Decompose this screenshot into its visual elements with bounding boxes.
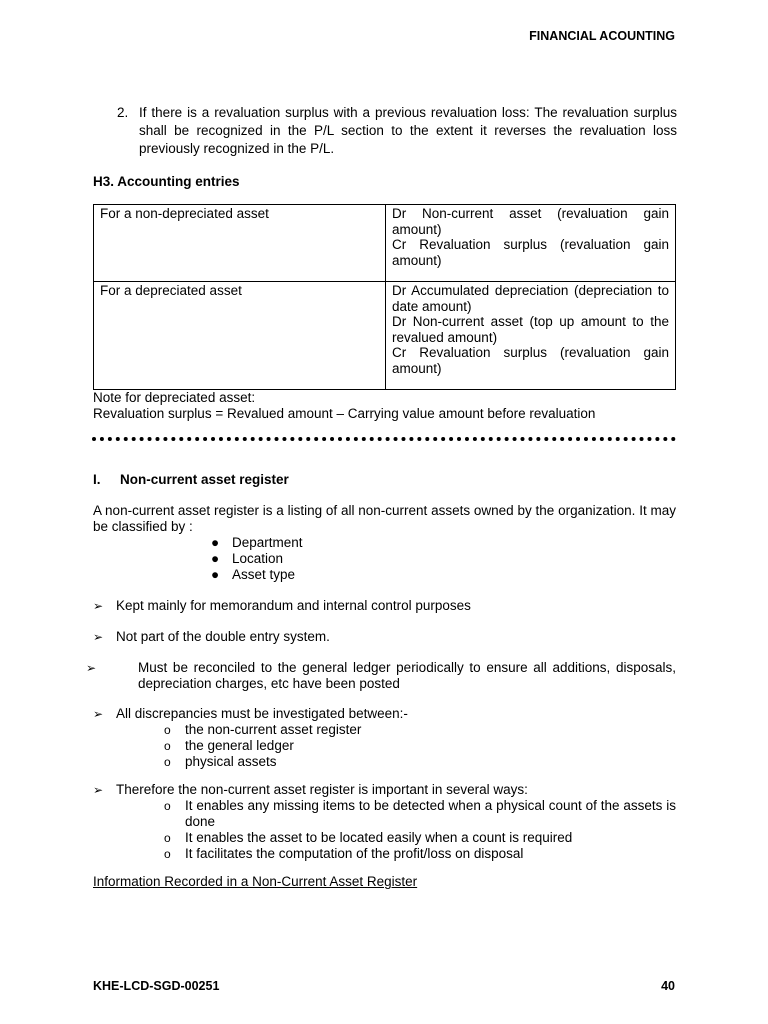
list-item: o It enables any missing items to be detected when a physical count of the assets is done (164, 798, 676, 829)
entry-line: Dr Non-current asset (top up amount to the revalued amount) (392, 314, 669, 345)
classification-list (210, 535, 303, 583)
list-item: o physical assets (164, 754, 277, 769)
list-item: o It enables the asset to be located easily when a count is required (164, 830, 573, 845)
section-number: I. (93, 472, 101, 487)
hollow-bullet-icon: o (164, 799, 171, 813)
dotted-divider (92, 437, 676, 441)
note-block (93, 390, 595, 422)
note-formula: Revaluation surplus = Revalued amount – Carrying value amount before revaluation (93, 406, 596, 421)
arrowhead-icon: ➢ (93, 630, 104, 644)
arrowhead-icon: ➢ (93, 783, 104, 797)
hollow-bullet-icon: o (164, 847, 171, 861)
entry-line: Dr Non-current asset (revaluation gain amount) (392, 206, 669, 237)
footer-document-code: KHE-LCD-SGD-00251 (93, 979, 220, 993)
arrowhead-icon: ➢ (86, 661, 97, 675)
table-cell-label: For a non-depreciated asset (94, 205, 386, 282)
arrow-point: ➢ Not part of the double entry system. (93, 629, 330, 644)
section-title-text: Non-current asset register (120, 472, 289, 487)
entry-line: Dr Accumulated depreciation (depreciation to date amount) (392, 283, 669, 314)
section-title (93, 472, 289, 487)
bullet-icon: ● (211, 535, 220, 550)
item-text: If there is a revaluation surplus with a previous revaluation loss: The revaluation surplus shall be recognized in the P/L section to the extent it reverses the revaluation loss previously recognized in the P/L. (139, 105, 677, 156)
bullet-icon: ● (211, 567, 220, 582)
arrow-point: ➢ Therefore the non-current asset register is important in several ways: o It enables any missing items to be detected when a physical count of the assets is done o It enables the asset to be located easily when a count is required o It facilitates the computation of the profit/loss on disposal (93, 782, 676, 861)
arrowhead-icon: ➢ (93, 707, 104, 721)
list-item: o the general ledger (164, 738, 294, 753)
hollow-bullet-icon: o (164, 831, 171, 845)
table-row (94, 282, 676, 390)
list-item: ● Location (211, 551, 284, 566)
entry-line: Cr Revaluation surplus (revaluation gain amount) (392, 237, 669, 268)
hollow-bullet-icon: o (164, 755, 171, 769)
list-item: ● Asset type (211, 567, 296, 582)
arrow-point: ➢ Kept mainly for memorandum and internal control purposes (93, 598, 471, 613)
accounting-entries-table (93, 204, 676, 390)
arrow-point: ➢ All discrepancies must be investigated between:- o the non-current asset register o the general ledger o physical assets (93, 706, 676, 770)
hollow-bullet-icon: o (164, 723, 171, 737)
importance-list (163, 798, 676, 862)
list-item: o the non-current asset register (164, 722, 362, 737)
note-title: Note for depreciated asset: (93, 390, 256, 405)
table-cell-entries (386, 282, 676, 390)
footer-page-number: 40 (661, 979, 675, 993)
list-item: ● Department (211, 535, 303, 550)
arrow-point: ➢ Must be reconciled to the general ledger periodically to ensure all additions, disposals, depreciation charges, etc have been posted (86, 660, 676, 691)
table-row (94, 205, 676, 282)
numbered-paragraph (117, 104, 677, 158)
table-cell-entries (386, 205, 676, 282)
arrowhead-icon: ➢ (93, 599, 104, 613)
item-number: 2. (117, 105, 129, 120)
page-header: FINANCIAL ACOUNTING (529, 29, 675, 43)
list-item: o It facilitates the computation of the profit/loss on disposal (164, 846, 524, 861)
sub-heading: Information Recorded in a Non-Current Asset Register (93, 874, 418, 889)
section-heading-h3: H3. Accounting entries (93, 174, 240, 189)
table-cell-label: For a depreciated asset (94, 282, 386, 390)
discrepancy-list (163, 722, 676, 770)
hollow-bullet-icon: o (164, 739, 171, 753)
entry-line: Cr Revaluation surplus (revaluation gain amount) (392, 345, 669, 376)
intro-paragraph: A non-current asset register is a listing of all non-current assets owned by the organization. It may be classified by : (93, 503, 676, 534)
bullet-icon: ● (211, 551, 220, 566)
